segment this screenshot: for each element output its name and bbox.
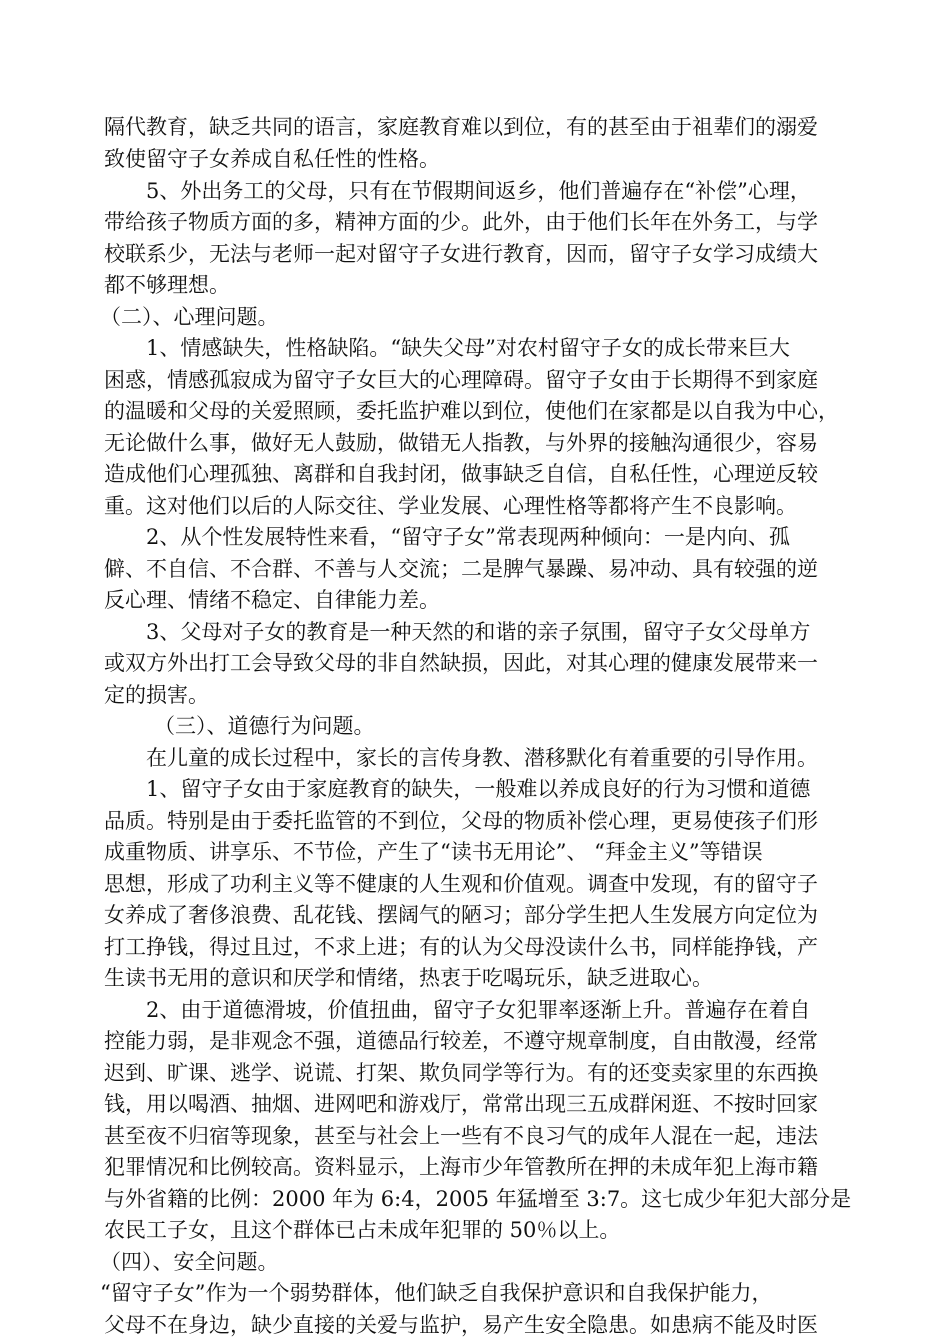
text-line: 思想，形成了功利主义等不健康的人生观和价值观。调查中发现，有的留守子 [104,872,818,896]
text-line: 钱，用以喝酒、抽烟、进网吧和游戏厅，常常出现三五成群闲逛、不按时回家 [104,1092,818,1116]
text-line: 3、父母对子女的教育是一种天然的和谐的亲子氛围，留守子女父母单方 [146,620,811,644]
text-line: 带给孩子物质方面的多，精神方面的少。此外，由于他们长年在外务工，与学 [104,210,818,234]
text-line: 2、从个性发展特性来看，“留守子女”常表现两种倾向：一是内向、孤 [146,525,790,549]
text-line: 与外省籍的比例：2000 年为 6:4，2005 年猛增至 3:7。这七成少年犯大部分是 [104,1187,852,1211]
text-line: 校联系少，无法与老师一起对留守子女进行教育，因而，留守子女学习成绩大 [104,242,818,266]
text-line: 困惑，情感孤寂成为留守子女巨大的心理障碍。留守子女由于长期得不到家庭 [104,368,818,392]
text-line: 父母不在身边，缺少直接的关爱与监护，易产生安全隐患。如患病不能及时医 [104,1313,818,1337]
section-heading: （四）、安全问题。 [100,1250,279,1274]
text-line: 造成他们心理孤独、离群和自我封闭，做事缺乏自信，自私任性，心理逆反较 [104,462,818,486]
text-line: 在儿童的成长过程中，家长的言传身教、潜移默化有着重要的引导作用。 [146,746,818,770]
text-line: 甚至夜不归宿等现象，甚至与社会上一些有不良习气的成年人混在一起，违法 [104,1124,818,1148]
text-line: 的温暖和父母的关爱照顾，委托监护难以到位，使他们在家都是以自我为中心， [104,399,839,423]
text-line: 成重物质、讲享乐、不节俭，产生了“读书无用论”、 “拜金主义”等错误 [104,840,763,864]
text-line: 定的损害。 [104,683,209,707]
text-line: 反心理、情绪不稳定、自律能力差。 [104,588,440,612]
text-line: 女养成了奢侈浪费、乱花钱、摆阔气的陋习；部分学生把人生发展方向定位为 [104,903,818,927]
text-line: 农民工子女，且这个群体已占未成年犯罪的 50％以上。 [104,1218,621,1242]
text-line: 品质。特别是由于委托监管的不到位，父母的物质补偿心理，更易使孩子们形 [104,809,818,833]
section-heading: （三）、道德行为问题。 [154,714,375,738]
text-line: 僻、不自信、不合群、不善与人交流；二是脾气暴躁、易冲动、具有较强的逆 [104,557,818,581]
section-heading: （二）、心理问题。 [100,305,279,329]
text-line: 2、由于道德滑坡，价值扭曲，留守子女犯罪率逐渐上升。普遍存在着自 [146,998,811,1022]
text-line: 无论做什么事，做好无人鼓励，做错无人指教，与外界的接触沟通很少，容易 [104,431,818,455]
text-line: 1、留守子女由于家庭教育的缺失，一般难以养成良好的行为习惯和道德 [146,777,811,801]
text-line: 隔代教育，缺乏共同的语言，家庭教育难以到位，有的甚至由于祖辈们的溺爱 [104,115,818,139]
text-line: 致使留守子女养成自私任性的性格。 [104,147,440,171]
text-line: 1、情感缺失，性格缺陷。“缺失父母”对农村留守子女的成长带来巨大 [146,336,790,360]
text-line: 打工挣钱，得过且过，不求上进；有的认为父母没读什么书，同样能挣钱，产 [104,935,818,959]
text-line: 都不够理想。 [104,273,230,297]
text-line: 5、外出务工的父母，只有在节假期间返乡，他们普遍存在“补偿”心理， [146,179,811,203]
text-line: 迟到、旷课、逃学、说谎、打架、欺负同学等行为。有的还变卖家里的东西换 [104,1061,818,1085]
text-line: 生读书无用的意识和厌学和情绪，热衷于吃喝玩乐，缺乏进取心。 [104,966,713,990]
text-line: 控能力弱，是非观念不强，道德品行较差，不遵守规章制度，自由散漫，经常 [104,1029,818,1053]
text-line: “留守子女”作为一个弱势群体，他们缺乏自我保护意识和自我保护能力， [100,1281,773,1305]
text-line: 重。这对他们以后的人际交往、学业发展、心理性格等都将产生不良影响。 [104,494,797,518]
text-line: 或双方外出打工会导致父母的非自然缺损，因此，对其心理的健康发展带来一 [104,651,818,675]
text-line: 犯罪情况和比例较高。资料显示，上海市少年管教所在押的未成年犯上海市籍 [104,1155,818,1179]
